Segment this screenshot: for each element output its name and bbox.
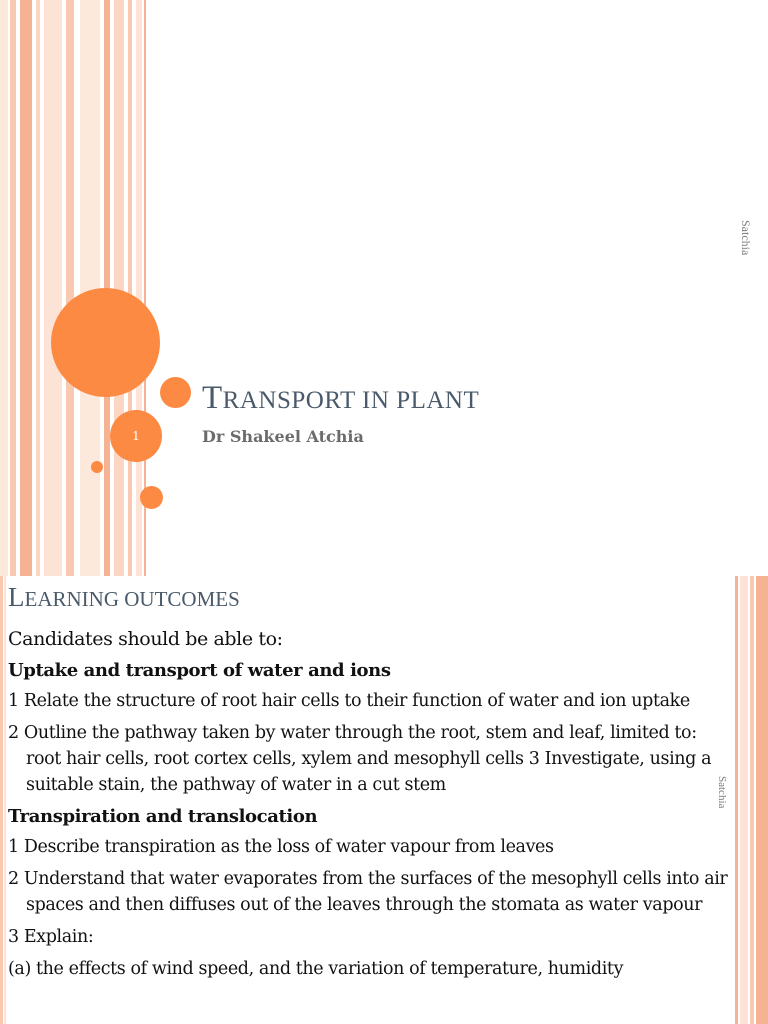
decorative-stripe (66, 0, 74, 576)
decorative-stripe (128, 0, 132, 576)
large-circle-decoration (51, 288, 160, 397)
decorative-stripe (735, 576, 738, 1024)
tiny-circle-decoration (91, 461, 103, 473)
decorative-stripe (10, 0, 16, 576)
decorative-stripe (750, 576, 754, 1024)
outcome-item: 1 Describe transpiration as the loss of water vapour from leaves (8, 837, 554, 857)
decorative-stripe (20, 0, 32, 576)
decorative-stripe (0, 0, 8, 576)
small-circle-decoration (160, 377, 191, 408)
decorative-stripe (36, 0, 40, 576)
decorative-stripe (740, 576, 748, 1024)
outcome-item: (a) the effects of wind speed, and the variation of temperature, humidity (8, 959, 624, 979)
learning-outcomes-slide (0, 576, 768, 1024)
slide-title: LEARNING OUTCOMES (8, 582, 240, 612)
intro-text: Candidates should be able to: (8, 628, 283, 650)
author-name: Dr Shakeel Atchia (202, 427, 364, 446)
slide-body (8, 626, 730, 988)
small-circle-decoration (140, 486, 163, 509)
section-heading: Transpiration and translocation (8, 806, 318, 827)
outcome-item: 2 Understand that water evaporates from the surfaces of the mesophyll cells into air spaces and then diffuses out of the leaves through the stomata as water vapour (8, 869, 728, 915)
slide-number: 1 (132, 429, 140, 443)
slide-number-circle (110, 410, 162, 462)
outcome-item: 2 Outline the pathway taken by water through the root, stem and leaf, limited to: root hair cells, root cortex cells, xylem and mesophyll cells 3 Investigate, using a suitable stain, the pathway of water in a cut stem (8, 723, 712, 795)
decorative-stripe (136, 0, 142, 576)
side-watermark: Satchia (739, 220, 753, 256)
decorative-stripe (756, 576, 768, 1024)
outcome-item: 3 Explain: (8, 927, 94, 947)
slide-title: TRANSPORT IN PLANT (202, 380, 480, 416)
decorative-stripe (0, 576, 3, 1024)
outcome-item: 1 Relate the structure of root hair cells to their function of water and ion uptake (8, 691, 690, 711)
section-heading: Uptake and transport of water and ions (8, 660, 391, 681)
decorative-stripe (4, 576, 6, 1024)
decorative-stripe (44, 0, 62, 576)
side-watermark: Satchia (716, 776, 728, 809)
